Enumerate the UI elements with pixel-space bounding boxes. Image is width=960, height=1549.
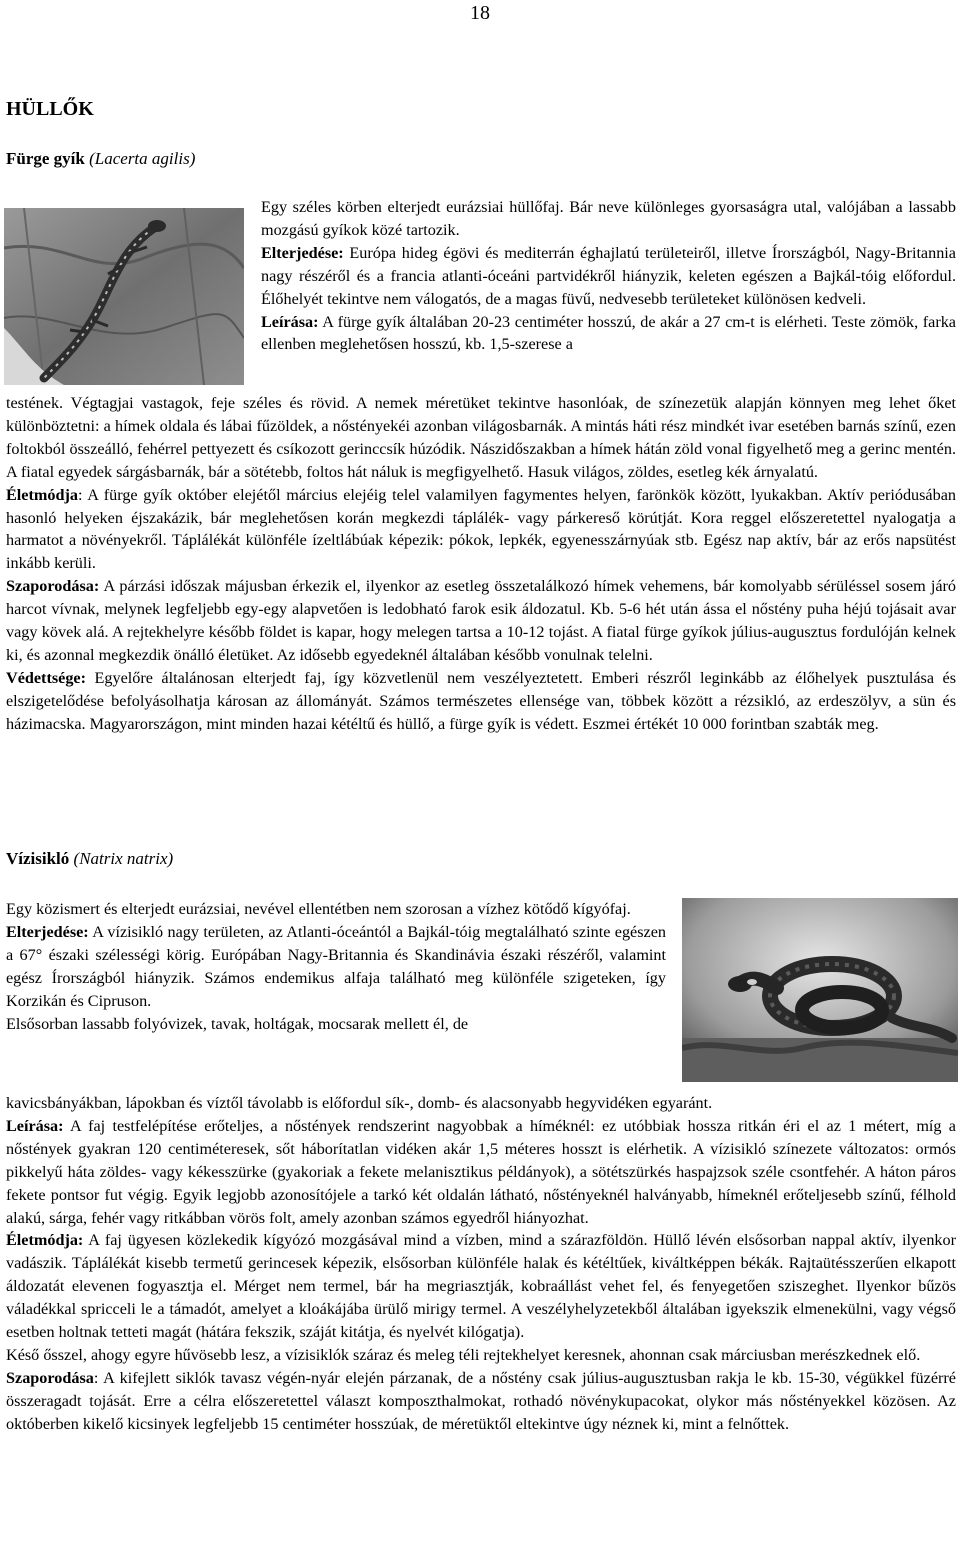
lizard-distribution-label: Elterjedése: bbox=[261, 243, 344, 262]
lizard-scientific-name: (Lacerta agilis) bbox=[89, 149, 196, 168]
snake-description bbox=[6, 1115, 956, 1230]
snake-habitat-start: Elsősorban lassabb folyóvizek, tavak, holtágak, mocsarak mellett él, de bbox=[6, 1014, 469, 1033]
snake-photo bbox=[682, 898, 958, 1082]
lizard-heading bbox=[6, 149, 195, 169]
snake-description-text: A faj testfelépítése erőteljes, a nőstények rendszerint nagyobbak a híméknél: ez utóbbiak hossza ritkán éri el az 1 métert, míg a nőstények gyakran 120 centiméteresek, sőt háborítatlan vidéken akár 1,5 méteres hosszt is elérhetik. A vízisikló színezete változatos: ormós pikkelyű háta zöldes- vagy kékesszürke (gyakoriak a fekete melanisztikus példányok), a sötétszürkés haspajzsok széle csontfehér. A háton páros fekete pontsor fut végig. Egyik legjobb azonosítójele a tarkó két oldalán látható, nőstényeknél halványabb, hímeknél erőteljesebb színű, félhold alakú, sárga, fehér vagy ritkábban vörös folt, amely azonban számos egyedről hiányozhat. bbox=[6, 1116, 956, 1227]
lizard-lifestyle bbox=[6, 484, 956, 576]
snake-common-name: Vízisikló bbox=[6, 849, 70, 868]
lizard-description-start bbox=[261, 311, 956, 357]
snake-distribution-text: A vízisikló nagy területen, az Atlanti-óceántól a Bajkál-tóig megtalálható szinte egészen a 67° északi szélességi körig. Európában Nagy-Britannia és Skandinávia északi részéről, valamint egész Írországból hiányzik. Számos endemikus alfaja található meg különféle szigeteken, így Korzikán és Cipruson. bbox=[6, 922, 666, 1010]
lizard-photo bbox=[4, 208, 244, 385]
snake-reproduction-label: Szaporodása bbox=[6, 1368, 94, 1387]
snake-autumn: Késő ősszel, ahogy egyre hűvösebb lesz, a vízisiklók száraz és meleg téli rejtekhelyet keresnek, ahonnan csak márciusban merészkednek elő. bbox=[6, 1345, 921, 1364]
snake-description-label: Leírása: bbox=[6, 1116, 64, 1135]
snake-lifestyle-text: A faj ügyesen közlekedik kígyózó mozgásával mind a vízben, mind a szárazföldön. Hüllő lévén elsősorban nappal aktív, ilyenkor vadászik. Táplálékát kisebb termetű gerincesek képezik, elsősorban különféle halak és kétéltűek, kiváltképpen békák. Rajtaütésszerűen elkapott áldozatát elevenen fogyasztja el. Mérget nem termel, bár ha megriasztják, kobraállást vehet fel, és fenyegetően sziszeghet. Ilyenkor bűzös váladékkal spricceli le a támadót, amelyet a kloákájába ürülő mirigy termel. A veszélyhelyzetekből általában igyekszik elmenekülni, vagy végső esetben holtnak tetteti magát (hátára fekszik, száját kitátja, és nyelvét kilógatja). bbox=[6, 1231, 956, 1342]
lizard-text-full bbox=[6, 392, 956, 736]
snake-scientific-name: (Natrix natrix) bbox=[73, 849, 174, 868]
lizard-distribution bbox=[261, 242, 956, 311]
lizard-reproduction-text: A párzási időszak májusban érkezik el, ilyenkor az esetleg összetalálkozó hímek vehemens, bár komolyabb sérüléssel sosem járó harcot vívnak, melynek legfeljebb egy-egy alapvetően is ledobható farok esik áldozatul. Kb. 5-6 hét után ássa el nőstény puha héjú tojásait avar vagy kövek alá. A rejtekhelyre később földet is kapar, hogy melegen tartsa a 10-12 tojást. A fiatal fürge gyíkok július-augusztus fordulóján kelnek ki, és azonnal megkezdik önálló életüket. Az idősebb egyedeknél általában később vonulnak telelni. bbox=[6, 577, 956, 664]
snake-lifestyle-label: Életmódja: bbox=[6, 1231, 84, 1250]
snake-reproduction bbox=[6, 1367, 956, 1436]
snake-text-full bbox=[6, 1092, 956, 1436]
lizard-description-cont: testének. Végtagjai vastagok, feje széles és rövid. A nemek méretüket tekintve hasonlóak, de színezetük alapján könnyen meg lehet őket különböztetni: a hímek oldala és lábai fűzöldek, a nőstényekéi azonban világosbarnák. A mintás háti rész mindkét ivar esetében barnás színű, ezen foltokból összeálló, fehérrel pettyezett és csíkozott gerinccsík húzódik. Nászidőszakban a hímek hátán zöld vonal figyelhető meg a gerinc mentén. A fiatal egyedek sárgásbarnák, bár a sötétebb, foltos hát náluk is megfigyelhető. Hasuk világos, zöldes, esetleg kék árnyalatú. bbox=[6, 394, 956, 481]
lizard-protection-label: Védettsége: bbox=[6, 668, 86, 687]
lizard-protection-text: Egyelőre általánosan elterjedt faj, így közvetlenül nem veszélyeztetett. Emberi részről leginkább az élőhelyek pusztulása és elszigetelődése befolyásolhatja károsan az állományát. Számos természetes ellensége van, többek között a rézsikló, az erdeszölyv, a sün és házimacska. Magyarországon, mint minden hazai kétéltű és hüllő, a fürge gyík is védett. Eszmei értékét 10 000 forintban szabták meg. bbox=[6, 668, 956, 733]
snake-distribution-label: Elterjedése: bbox=[6, 922, 89, 941]
lizard-common-name: Fürge gyík bbox=[6, 149, 85, 168]
snake-intro: Egy közismert és elterjedt eurázsiai, nevével ellentétben nem szorosan a vízhez kötődő kígyófaj. bbox=[6, 900, 631, 918]
lizard-distribution-text: Európa hideg égövi és mediterrán éghajlatú területeiről, illetve Írországból, Nagy-Britannia nagy részéről és a francia atlanti-óceáni partvidékről hiányzik, keleten egészen a Bajkál-tóig előfordul. Élőhelyét tekintve nem válogatós, de a magas füvű, nedvesebb területeket különösen kedveli. bbox=[261, 243, 956, 308]
snake-habitat-cont: kavicsbányákban, lápokban és víztől távolabb is előfordul sík-, domb- és alacsonyabb hegyvidéken egyaránt. bbox=[6, 1094, 713, 1112]
snake-text-wrapped bbox=[6, 898, 666, 1035]
lizard-text-wrapped bbox=[261, 196, 956, 356]
page-number: 18 bbox=[470, 2, 490, 24]
snake-distribution bbox=[6, 921, 666, 1013]
lizard-reproduction-label: Szaporodása: bbox=[6, 577, 100, 596]
snake-reproduction-text: : A kifejlett siklók tavasz végén-nyár elején párzanak, de a nőstény csak július-augusztusban rakja le kb. 15-30, végükkel füzérré összeragadt tojását. Erre a célra előszeretettel választ komposzthalmokat, rothadó növénykupacokat, olykor más nőstényekkel közösen. Az októberben kikelő kicsinyek legfeljebb 15 centiméter hosszúak, de méretüktől eltekintve úgy néznek ki, mint a felnőttek. bbox=[6, 1368, 956, 1433]
lizard-reproduction bbox=[6, 575, 956, 667]
lizard-lifestyle-text: : A fürge gyík október elejétől március elejéig telel valamilyen fagymentes helyen, farönkök között, lyukakban. Aktív periódusában hasonló helyeken éjszakázik, bár meglehetősen korán megkezdi táplálék- vagy párkereső körútját. Kora reggel előszeretettel nyalogatja a harmatot a növényekről. Táplálékát különféle ízeltlábúak képezik: pókok, lepkék, egyenesszárnyúak stb. Egész nap aktív, bár az erős napsütést inkább kerüli. bbox=[6, 485, 956, 573]
lizard-description-label: Leírása: bbox=[261, 312, 319, 331]
section-title: HÜLLŐK bbox=[6, 98, 94, 120]
snake-heading bbox=[6, 849, 173, 869]
lizard-protection bbox=[6, 667, 956, 736]
lizard-description-text-a: A fürge gyík általában 20-23 centiméter hosszú, de akár a 27 cm-t is elérheti. Teste zömök, farka ellenben meglehetősen hosszú, kb. 1,5-szerese a bbox=[261, 312, 956, 354]
snake-lifestyle bbox=[6, 1229, 956, 1344]
lizard-intro: Egy széles körben elterjedt eurázsiai hüllőfaj. Bár neve különleges gyorsaságra utal, valójában a lassabb mozgású gyíkok közé tartozik. bbox=[261, 198, 956, 239]
lizard-lifestyle-label: Életmódja bbox=[6, 485, 78, 504]
